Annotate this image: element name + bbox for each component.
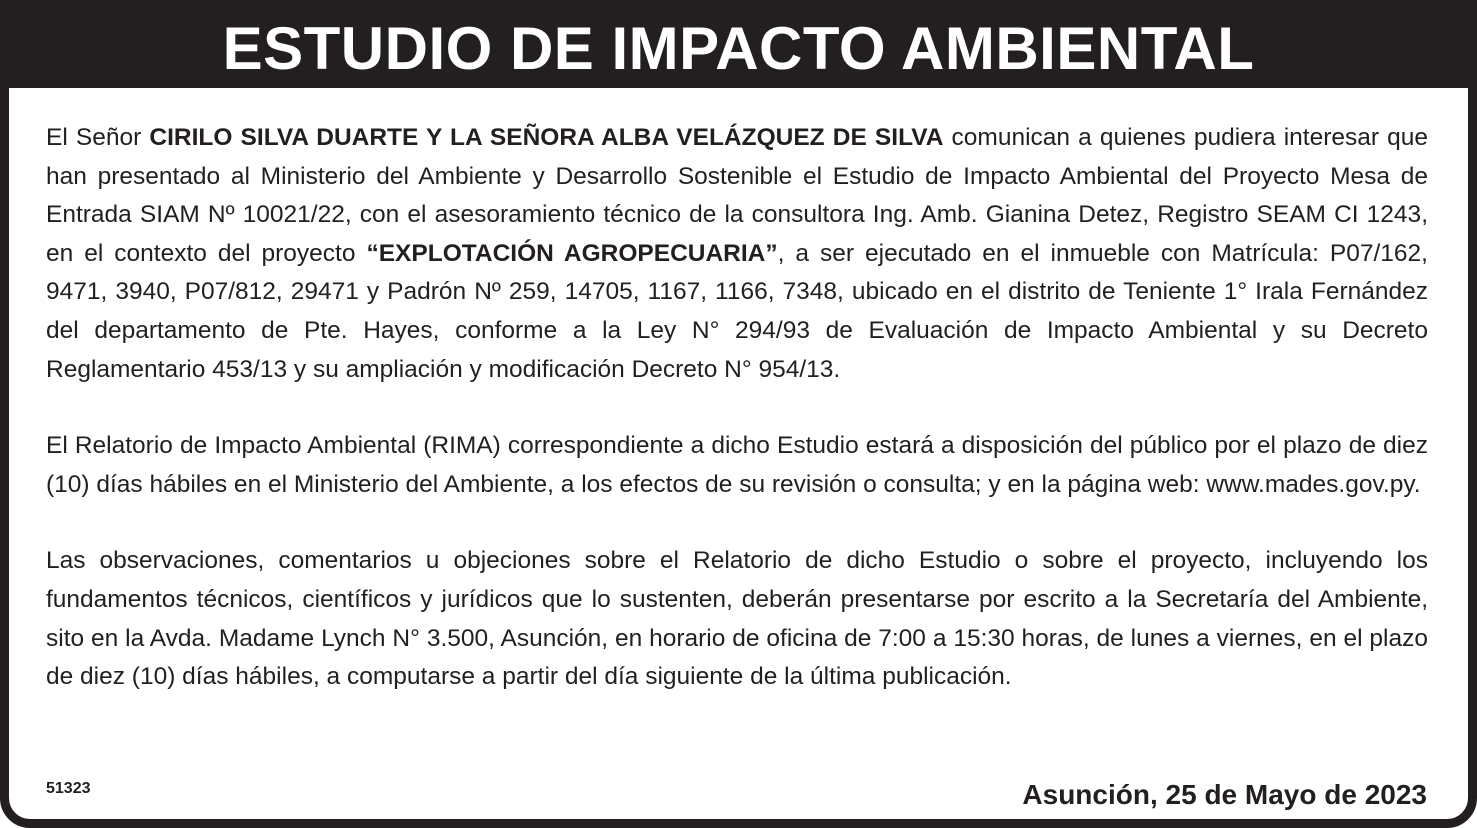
paragraph-intro bbox=[46, 119, 1428, 389]
publication-date: Asunción, 25 de Mayo de 2023 bbox=[1022, 779, 1427, 810]
applicant-names: CIRILO SILVA DUARTE Y LA SEÑORA ALBA VELÁZQUEZ DE SILVA bbox=[149, 124, 944, 151]
paragraph-rima: El Relatorio de Impacto Ambiental (RIMA) correspondiente a dicho Estudio estará a disposición del público por el plazo de diez (10) días hábiles en el Ministerio del Ambiente, a los efectos de su revisión o consulta; y en la página web: www.mades.gov.py. bbox=[46, 432, 1428, 498]
paragraph-observations: Las observaciones, comentarios u objeciones sobre el Relatorio de dicho Estudio o sobre el proyecto, incluyendo los fundamentos técnicos, científicos y jurídicos que lo sustenten, deberán presentarse por escrito a la Secretaría del Ambiente, sito en la Avda. Madame Lynch N° 3.500, Asunción, en horario de oficina de 7:00 a 15:30 horas, de lunes a viernes, en el plazo de diez (10) días hábiles, a computarse a partir del día siguiente de la última publicación. bbox=[46, 547, 1428, 691]
notice-title: ESTUDIO DE IMPACTO AMBIENTAL bbox=[9, 9, 1468, 88]
notice-body bbox=[46, 119, 1428, 697]
intro-middle: comunican a quienes pudiera interesar que han presentado al Ministerio del Ambiente y Desarrollo Sostenible el Estudio de Impacto Ambiental del Proyecto Mesa de Entrada SIAM Nº 10021/22, con el asesoramiento técnico de la consultora Ing. Amb. Gianina Detez, Registro SEAM CI 1243, en el contexto del proyecto bbox=[46, 124, 1429, 267]
publication-code: 51323 bbox=[46, 780, 91, 797]
intro-suffix: , a ser ejecutado en el inmueble con Matrícula: P07/162, 9471, 3940, P07/812, 29471 y Padrón Nº 259, 14705, 1167, 1166, 7348, ubicado en el distrito de Teniente 1° Irala Fernández del departamento de Pte. Hayes, conforme a la Ley N° 294/93 de Evaluación de Impacto Ambiental y su Decreto Reglamentario 453/13 y su ampliación y modificación Decreto N° 954/13. bbox=[46, 239, 1428, 383]
intro-prefix: El Señor bbox=[46, 124, 150, 151]
project-name: “EXPLOTACIÓN AGROPECUARIA” bbox=[366, 239, 778, 267]
